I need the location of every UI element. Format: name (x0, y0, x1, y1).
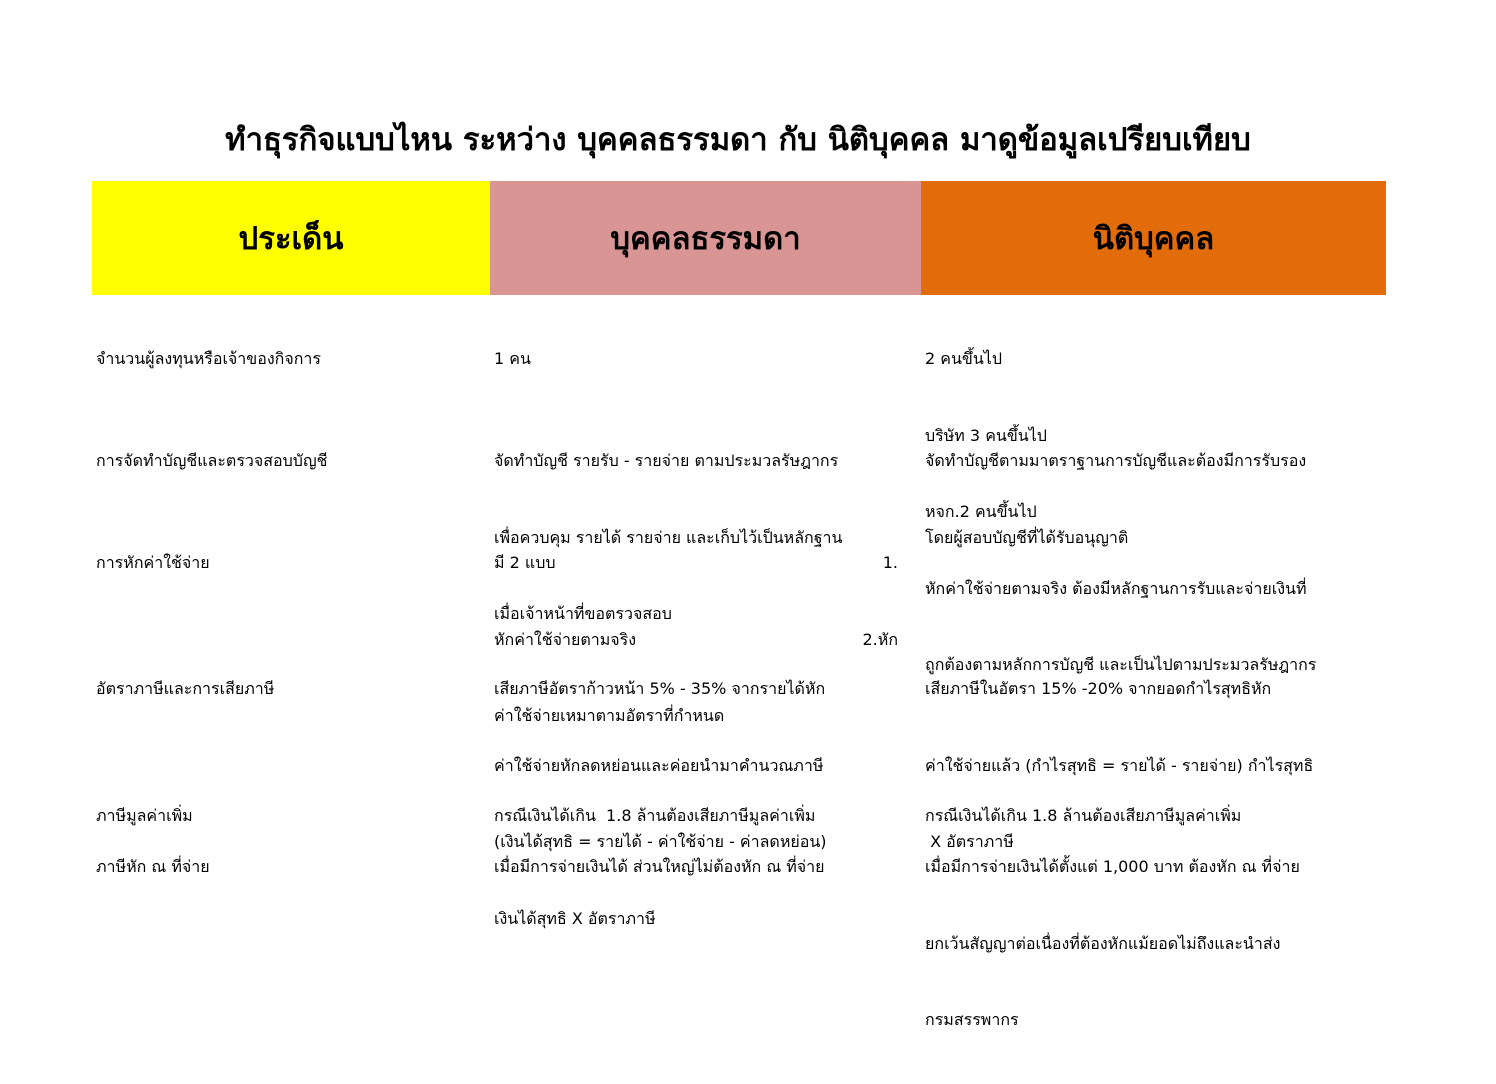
cell-line: ค่าใช้จ่ายหักลดหย่อนและค่อยนำมาคำนวณภาษี (494, 755, 824, 775)
cell-line (494, 550, 898, 576)
cell-line: X อัตราภาษี (925, 832, 1014, 851)
cell-line: (เงินได้สุทธิ = รายได้ - ค่าใช้จ่าย - ค่าลดหย่อน) (494, 832, 827, 851)
topic-text: การจัดทำบัญชีและตรวจสอบบัญชี (96, 451, 328, 470)
row-topic (96, 625, 274, 753)
cell-line: เสียภาษีในอัตรา 15% -20% จากยอดกำไรสุทธิหัก (925, 679, 1272, 698)
cell-fragment: 2.หัก (862, 629, 898, 649)
row-natural-person (494, 803, 898, 931)
table-header (92, 181, 1386, 295)
header-natural-person: บุคคลธรรมดา (490, 181, 921, 295)
topic-text: จำนวนผู้ลงทุนหรือเจ้าของกิจการ (96, 349, 321, 368)
header-topic: ประเด็น (92, 181, 490, 295)
cell-line: หักค่าใช้จ่ายตามจริง ต้องมีหลักฐานการรับและจ่ายเงินที่ (925, 578, 1307, 598)
cell-line: ค่าใช้จ่ายแล้ว (กำไรสุทธิ = รายได้ - รายจ่าย) กำไรสุทธิ (925, 755, 1314, 775)
topic-text: ภาษีมูลค่าเพิ่ม (96, 806, 193, 825)
cell-line: เพื่อควบคุม รายได้ รายจ่าย และเก็บไว้เป็นหลักฐาน (494, 527, 843, 547)
topic-text: การหักค่าใช้จ่าย (96, 553, 210, 572)
cell-line: จัดทำบัญชีตามมาตราฐานการบัญชีและต้องมีการรับรอง (925, 451, 1307, 470)
row-topic (96, 499, 210, 627)
cell-fragment: 1. (882, 553, 898, 572)
cell-line: เงินได้สุทธิ X อัตราภาษี (494, 908, 656, 928)
cell-line: เมื่อมีการจ่ายเงินได้ ส่วนใหญ่ไม่ต้องหัก ณ ที่จ่าย (494, 857, 825, 876)
page-title: ทำธุรกิจแบบไหน ระหว่าง บุคคลธรรมดา กับ นิติบุคคล มาดูข้อมูลเปรียบเทียบ (225, 122, 1251, 158)
cell-line: ค่าใช้จ่ายเหมาตามอัตราที่กำหนด (494, 706, 725, 725)
topic-text: อัตราภาษีและการเสียภาษี (96, 679, 275, 698)
cell-line: เมื่อเจ้าหน้าที่ขอตรวจสอบ (494, 604, 672, 623)
cell-line: หจก.2 คนขึ้นไป (925, 502, 1037, 521)
cell-line: กรมสรรพากร (925, 1010, 1019, 1029)
cell-line: 2 คนขึ้นไป (925, 349, 1002, 368)
cell-fragment: มี 2 แบบ (494, 553, 556, 572)
cell-line: กรณีเงินได้เกิน 1.8 ล้านต้องเสียภาษีมูลค่าเพิ่ม (925, 806, 1242, 825)
cell-line: บริษัท 3 คนขึ้นไป (925, 425, 1047, 445)
cell-line: โดยผู้สอบบัญชีที่ได้รับอนุญาติ (925, 527, 1129, 547)
header-juristic-person: นิติบุคคล (921, 181, 1386, 295)
cell-line: จัดทำบัญชี รายรับ - รายจ่าย ตามประมวลรัษฎากร (494, 451, 839, 470)
cell-line: 1 คน (494, 349, 531, 368)
topic-text: ภาษีหัก ณ ที่จ่าย (96, 857, 210, 876)
cell-line: ถูกต้องตามหลักการบัญชี และเป็นไปตามประมวลรัษฎากร (925, 655, 1317, 674)
cell-line: กรณีเงินได้เกิน 1.8 ล้านต้องเสียภาษีมูลค่าเพิ่ม (494, 806, 816, 825)
cell-line: เมื่อมีการจ่ายเงินได้ตั้งแต่ 1,000 บาท ต้องหัก ณ ที่จ่าย (925, 857, 1300, 876)
row-juristic-person (925, 803, 1385, 1084)
cell-line: ยกเว้นสัญญาต่อเนื่องที่ต้องหักแม้ยอดไม่ถึงและนำส่ง (925, 933, 1281, 953)
cell-line: เสียภาษีอัตราก้าวหน้า 5% - 35% จากรายได้หัก (494, 679, 826, 698)
cell-fragment: หักค่าใช้จ่ายตามจริง (494, 629, 637, 649)
row-topic (96, 803, 210, 931)
